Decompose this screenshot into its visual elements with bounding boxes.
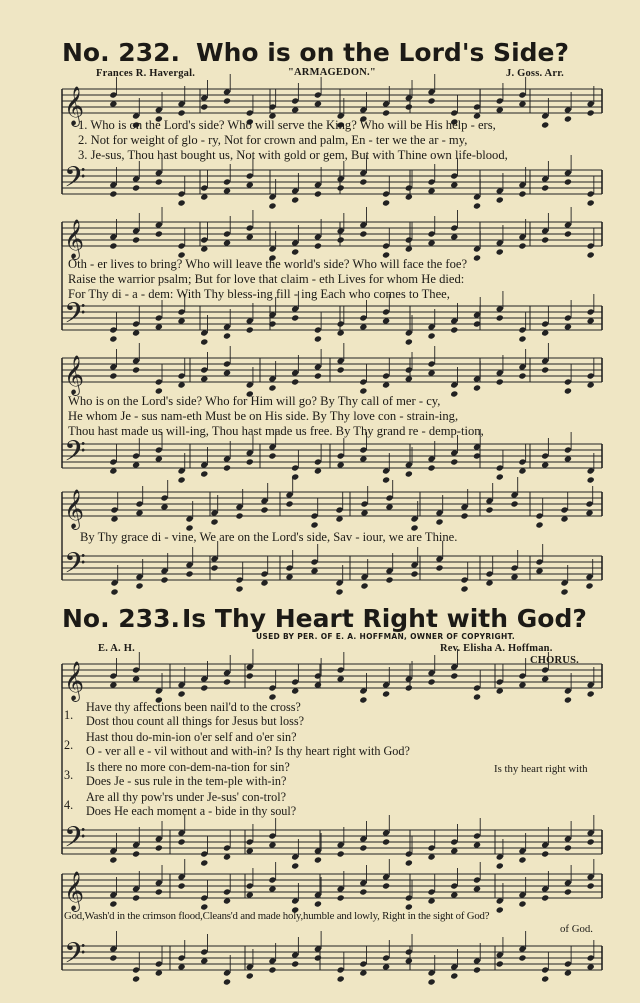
- lyric-line: Is there no more con-dem-na-tion for sin?: [86, 760, 290, 774]
- svg-text:𝄞: 𝄞: [64, 86, 85, 126]
- hymn-title: Who is on the Lord's Side?: [196, 38, 569, 67]
- tune-name: "ARMAGEDON.": [288, 67, 376, 78]
- lyric-line: Have thy affections been nail'd to the cross?: [86, 700, 301, 714]
- verse-number: 3.: [64, 768, 74, 782]
- lyric-line: O - ver all e - vil without and with-in? Is thy heart right with God?: [86, 744, 410, 758]
- chorus-lyric: God,Wash'd in the crimson flood,Cleans'd and made holy,humble and lowly, Right in the sight of God?: [64, 910, 490, 922]
- lyric-line: Hast thou do-min-ion o'er self and o'er sin?: [86, 730, 297, 744]
- chorus-cue: Is thy heart right with: [494, 763, 588, 775]
- lyric-line: He whom Je - sus nam-eth Must be on His side. By Thy love con - strain-ing,: [68, 409, 459, 423]
- svg-text:𝄢: 𝄢: [64, 821, 86, 861]
- lyric-line: 1. Who is on the Lord's side? Who will serve the King? Who will be His help - ers,: [78, 118, 496, 132]
- verse-number: 4.: [64, 798, 74, 812]
- lyric-line: Does He each moment a - bide in thy soul?: [86, 804, 297, 818]
- lyric-line: Oth - er lives to bring? Who will leave the world's side? Who will face the foe?: [68, 257, 468, 271]
- svg-text:𝄢: 𝄢: [64, 297, 86, 337]
- author-initials: E. A. H.: [98, 643, 135, 654]
- hymn-number: No. 232.: [62, 38, 180, 67]
- svg-text:𝄢: 𝄢: [64, 547, 86, 587]
- svg-text:𝄞: 𝄞: [64, 661, 85, 701]
- svg-text:𝄞: 𝄞: [64, 871, 85, 911]
- lyric-line: By Thy grace di - vine, We are on the Lord's side, Sav - iour, we are Thine.: [80, 530, 458, 544]
- verse-number: 1.: [64, 708, 74, 722]
- lyric-line: 2. Not for weight of glo - ry, Not for crown and palm, En - ter we the ar - my,: [78, 133, 468, 147]
- lyric-line: Who is on the Lord's side? Who for Him will go? By Thy call of mer - cy,: [68, 394, 441, 408]
- svg-text:𝄞: 𝄞: [64, 355, 85, 395]
- author-credit: Frances R. Havergal.: [96, 68, 196, 79]
- lyric-line: Thou hast made us will-ing, Thou hast made us free. By Thy grand re - demp-tion,: [68, 424, 484, 438]
- lyric-line: Dost thou count all things for Jesus but loss?: [86, 714, 305, 728]
- copyright-notice: USED BY PER. OF E. A. HOFFMAN, OWNER OF COPYRIGHT.: [256, 632, 515, 641]
- chorus-lyric-end: of God.: [560, 923, 593, 935]
- lyric-line: Are all thy pow'rs under Je-sus' con-trol?: [86, 790, 287, 804]
- lyric-line: For Thy di - a - dem: With Thy bless-ing fill - ing Each who comes to Thee,: [68, 287, 450, 301]
- hymn-number: No. 233.: [62, 604, 180, 633]
- lyric-line: Does Je - sus rule in the tem-ple with-in?: [86, 774, 287, 788]
- svg-text:𝄞: 𝄞: [64, 219, 85, 259]
- lyric-line: Raise the warrior psalm; But for love that claim - eth Lives for whom He died:: [68, 272, 465, 286]
- lyric-line: 3. Je-sus, Thou hast bought us, Not with gold or gem, But with Thine own life-blood,: [78, 148, 508, 162]
- verse-number: 2.: [64, 738, 74, 752]
- chorus-label: CHORUS.: [530, 655, 579, 666]
- svg-text:𝄢: 𝄢: [64, 937, 86, 977]
- composer-credit: J. Goss. Arr.: [506, 68, 564, 79]
- svg-text:𝄢: 𝄢: [64, 435, 86, 475]
- composer-credit: Rev. Elisha A. Hoffman.: [440, 643, 553, 654]
- svg-text:𝄢: 𝄢: [64, 161, 86, 201]
- hymn-title: Is Thy Heart Right with God?: [182, 604, 587, 633]
- svg-text:𝄞: 𝄞: [64, 489, 85, 529]
